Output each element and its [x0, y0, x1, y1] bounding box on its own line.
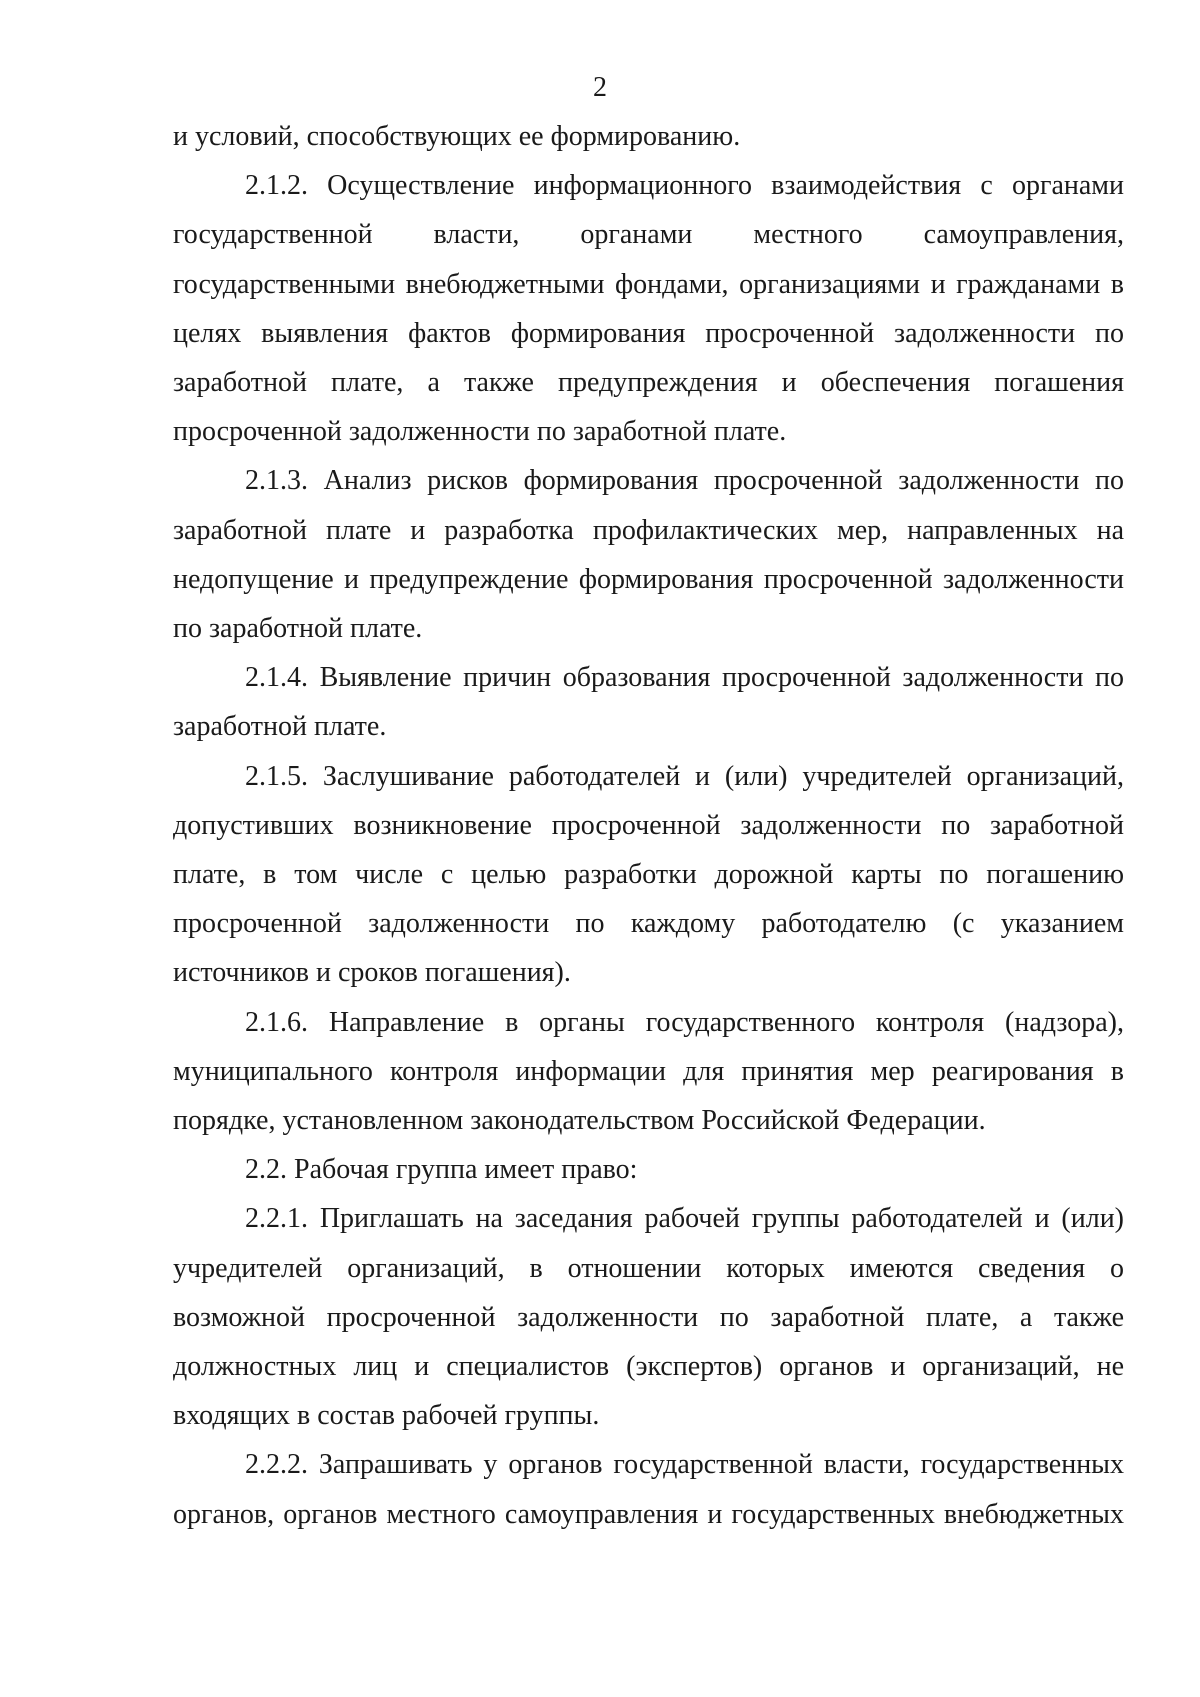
paragraph-2-1-6: 2.1.6. Направление в органы государственного контроля (надзора), муниципального контроля информации для принятия мер реагирования в порядке, установленном законодательством Российской Федерации. — [173, 1006, 1124, 1137]
document-body — [173, 112, 1124, 1539]
paragraph-2-1-5: 2.1.5. Заслушивание работодателей и (или) учредителей организаций, допустивших возникновение просроченной задолженности по заработной плате, в том числе с целью разработки дорожной карты по погашению просроченной задолженности по каждому работодателю (с указанием источников и сроков погашения). — [173, 760, 1124, 989]
page-number: 2 — [593, 72, 607, 103]
paragraph-2-2: 2.2. Рабочая группа имеет право: — [245, 1154, 638, 1186]
paragraph-2-1-4: 2.1.4. Выявление причин образования просроченной задолженности по заработной плате. — [173, 662, 1124, 743]
paragraph-2-2-1: 2.2.1. Приглашать на заседания рабочей группы работодателей и (или) учредителей организаций, в отношении которых имеются сведения о возможной просроченной задолженности по заработной плате, а также должностных лиц и специалистов (экспертов) органов и организаций, не входящих в состав рабочей группы. — [173, 1203, 1124, 1432]
paragraph-2-1-2: 2.1.2. Осуществление информационного взаимодействия с органами государственной власти, органами местного самоуправления, государственными внебюджетными фондами, организациями и гражданами в целях выявления фактов формирования просроченной задолженности по заработной плате, а также предупреждения и обеспечения погашения просроченной задолженности по заработной плате. — [173, 170, 1124, 448]
paragraph-2-2-2: 2.2.2. Запрашивать у органов государственной власти, государственных органов, органов местного самоуправления и государственных внебюджетных — [173, 1449, 1124, 1530]
paragraph-continuation: и условий, способствующих ее формированию. — [173, 121, 741, 152]
paragraph-2-1-3: 2.1.3. Анализ рисков формирования просроченной задолженности по заработной плате и разработка профилактических мер, направленных на недопущение и предупреждение формирования просроченной задолженности по заработной плате. — [173, 465, 1124, 645]
